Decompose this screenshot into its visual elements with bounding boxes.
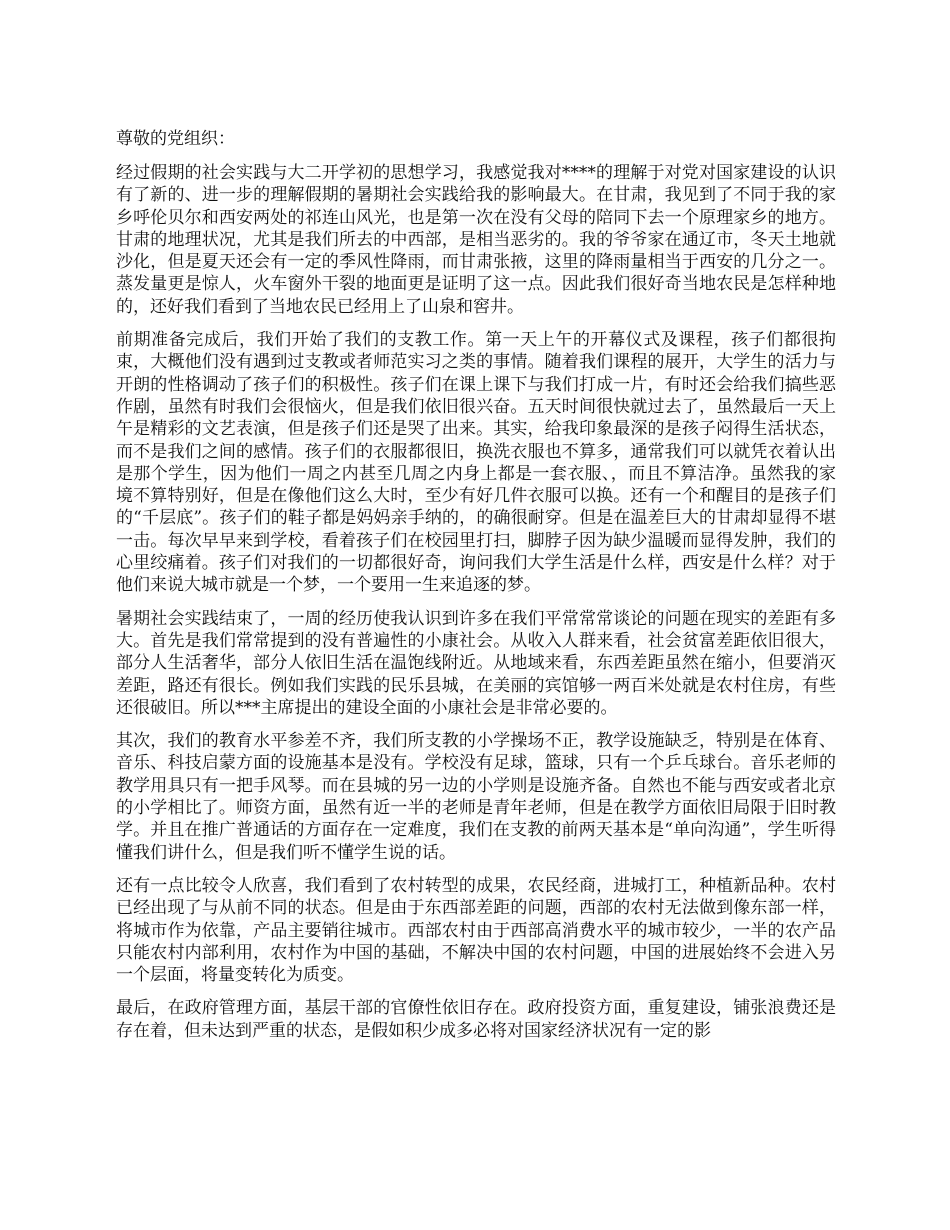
document-body [116,162,836,1053]
paragraph-5: 还有一点比较令人欣喜，我们看到了农村转型的成果，农民经商，进城打工，种植新品种。农村已经出现了与从前不同的状态。但是由于东西部差距的问题，西部的农村无法做到像东部一样，将城市作为依靠，产品主要销往城市。西部农村由于西部高消费水平的城市较少，一半的农产品只能农村内部利用，农村作为中国的基础，不解决中国的农村问题，中国的进展始终不会进入另一个层面，将量变转化为质变。 [116,875,836,986]
paragraph-1: 经过假期的社会实践与大二开学初的思想学习，我感觉我对****的理解于对党对国家建设的认识有了新的、进一步的理解假期的暑期社会实践给我的影响最大。在甘肃，我见到了不同于我的家乡呼伦贝尔和西安两处的祁连山风光，也是第一次在没有父母的陪同下去一个原理家乡的地方。甘肃的地理状况，尤其是我们所去的中西部，是相当恶劣的。我的爷爷家在通辽市，冬天土地就沙化，但是夏天还会有一定的季风性降雨，而甘肃张掖，这里的降雨量相当于西安的几分之一。蒸发量更是惊人，火车窗外干裂的地面更是证明了这一点。因此我们很好奇当地农民是怎样种地的，还好我们看到了当地农民已经用上了山泉和窖井。 [116,163,836,317]
paragraph-6: 最后，在政府管理方面，基层干部的官僚性依旧存在。政府投资方面，重复建设，铺张浪费还是存在着，但未达到严重的状态，是假如积少成多必将对国家经济状况有一定的影 [116,998,836,1041]
salutation: 尊敬的党组织： [116,129,235,149]
paragraph-4: 其次，我们的教育水平参差不齐，我们所支教的小学操场不正，教学设施缺乏，特别是在体育、音乐、科技启蒙方面的设施基本是没有。学校没有足球，篮球，只有一个乒乓球台。音乐老师的教学用具只有一把手风琴。而在县城的另一边的小学则是设施齐备。自然也不能与西安或者北京的小学相比了。师资方面，虽然有近一半的老师是青年老师，但是在教学方面依旧局限于旧时教学。并且在推广普通话的方面存在一定难度，我们在支教的前两天基本是“单向沟通”，学生听得懂我们讲什么，但是我们听不懂学生说的话。 [116,731,836,863]
paragraph-2: 前期准备完成后，我们开始了我们的支教工作。第一天上午的开幕仪式及课程，孩子们都很拘束，大概他们没有遇到过支教或者师范实习之类的事情。随着我们课程的展开，大学生的活力与开朗的性格调动了孩子们的积极性。孩子们在课上课下与我们打成一片，有时还会给我们搞些恶作剧，虽然有时我们会很恼火，但是我们依旧很兴奋。五天时间很快就过去了，虽然最后一天上午是精彩的文艺表演，但是孩子们还是哭了出来。其实，给我印象最深的是孩子闷得生活状态，而不是我们之间的感情。孩子们的衣服都很旧，换洗衣服也不算多，通常我们可以就凭衣着认出是那个学生，因为他们一周之内甚至几周之内身上都是一套衣服、，而且不算洁净。虽然我的家境不算特别好，但是在像他们这么大时，至少有好几件衣服可以换。还有一个和醒目的是孩子们的“千层底”。孩子们的鞋子都是妈妈亲手纳的，的确很耐穿。但是在温差巨大的甘肃却显得不堪一击。每次早早来到学校，看着孩子们在校园里打扫，脚脖子因为缺少温暖而显得发肿，我们的心里绞痛着。孩子们对我们的一切都很好奇，询问我们大学生活是什么样，西安是什么样？对于他们来说大城市就是一个梦，一个要用一生来追逐的梦。 [116,330,836,596]
paragraph-3: 暑期社会实践结束了，一周的经历使我认识到许多在我们平常常常谈论的问题在现实的差距有多大。首先是我们常常提到的没有普遍性的小康社会。从收入人群来看，社会贫富差距依旧很大，部分人生活奢华，部分人依旧生活在温饱线附近。从地域来看，东西差距虽然在缩小，但要消灭差距，路还有很长。例如我们实践的民乐县城，在美丽的宾馆够一两百米处就是农村住房，有些还很破旧。所以***主席提出的建设全面的小康社会是非常必要的。 [116,608,836,718]
